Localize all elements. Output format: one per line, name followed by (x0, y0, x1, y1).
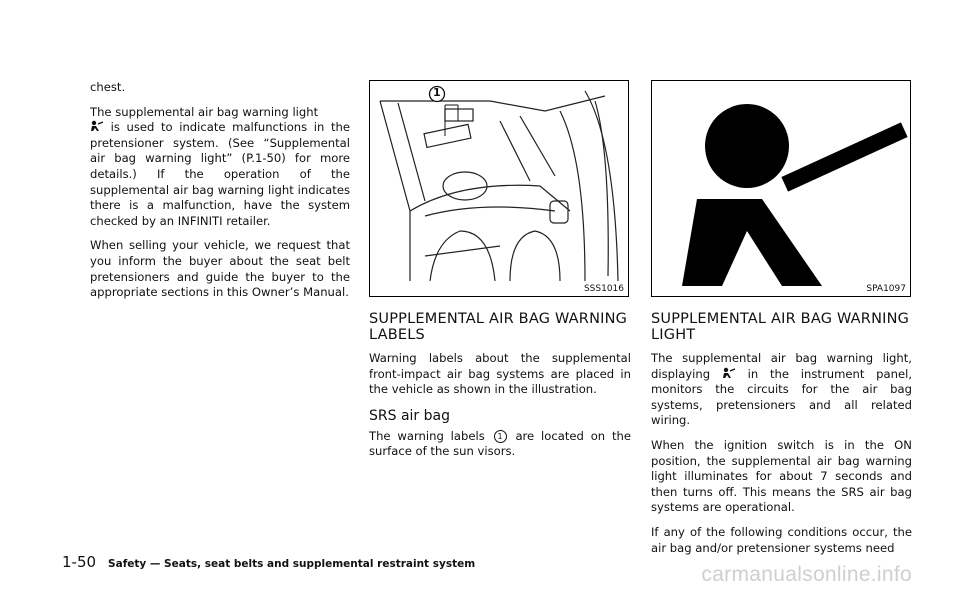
airbag-warning-icon (90, 120, 104, 132)
watermark: carmanualsonline.info (701, 563, 912, 586)
heading-warning-light: SUPPLEMENTAL AIR BAG WARNING LIGHT (651, 311, 910, 343)
paragraph-text-before-icon: The supplemental air bag warning light, displaying (651, 351, 912, 381)
heading-warning-labels: SUPPLEMENTAL AIR BAG WARNING LABELS (369, 311, 628, 343)
column-middle (369, 80, 631, 469)
paragraph-text-before-number: The warning labels (369, 428, 485, 443)
paragraph-conditions: If any of the following conditions occur, the air bag and/or pretensioner systems need (651, 524, 912, 555)
figure-code: SSS1016 (583, 284, 624, 294)
sun-visor-illustration (369, 80, 629, 297)
paragraph-ignition-on: When the ignition switch is in the ON position, the supplemental air bag warning light illuminates for about 7 seconds and then turns off. This means the SRS air bag systems are operational. (651, 437, 912, 515)
page-number: 1-50 (62, 553, 97, 571)
paragraph-text-after-icon: is used to indicate malfunctions in the pretensioner system. (See “Supplemental air bag warning light” (P.1-50) for more details.) If the operation of the supplemental air bag warning light indicates there is a malfunction, have the system checked by an INFINITI retailer. (90, 120, 350, 228)
paragraph-warning-light (90, 105, 350, 230)
paragraph-selling-vehicle: When selling your vehicle, we request that you inform the buyer about the seat belt pretensioners and guide the buyer to the appropriate sections in this Owner’s Manual. (90, 238, 350, 300)
paragraph-warning-labels: Warning labels about the supplemental front-impact air bag systems are placed in the vehicle as shown in the illustration. (369, 351, 631, 397)
section-title: Safety — Seats, seat belts and supplemental restraint system (108, 558, 476, 570)
column-left (90, 80, 350, 310)
paragraph-text-before-icon: The supplemental air bag warning light (90, 104, 319, 119)
figure-code: SPA1097 (866, 284, 906, 294)
paragraph-warning-light-intro (651, 351, 912, 429)
airbag-passenger-icon (652, 81, 912, 298)
paragraph-text-after-number: are located on the surface of the sun visors. (369, 428, 631, 459)
paragraph-chest: chest. (90, 80, 126, 94)
paragraph-label-location (369, 429, 631, 460)
airbag-warning-icon (722, 367, 736, 379)
airbag-warning-light-illustration (651, 80, 911, 297)
column-right (651, 80, 912, 565)
callout-number: 1 (433, 86, 441, 99)
subheading-srs-air-bag: SRS air bag (369, 407, 450, 424)
paragraph-text-after-icon: in the instrument panel, monitors the circuits for the air bag systems, pretensioners and all related wiring. (651, 366, 913, 428)
car-interior-drawing (370, 81, 630, 298)
label-number-badge: 1 (494, 430, 507, 443)
page-footer (62, 553, 475, 571)
